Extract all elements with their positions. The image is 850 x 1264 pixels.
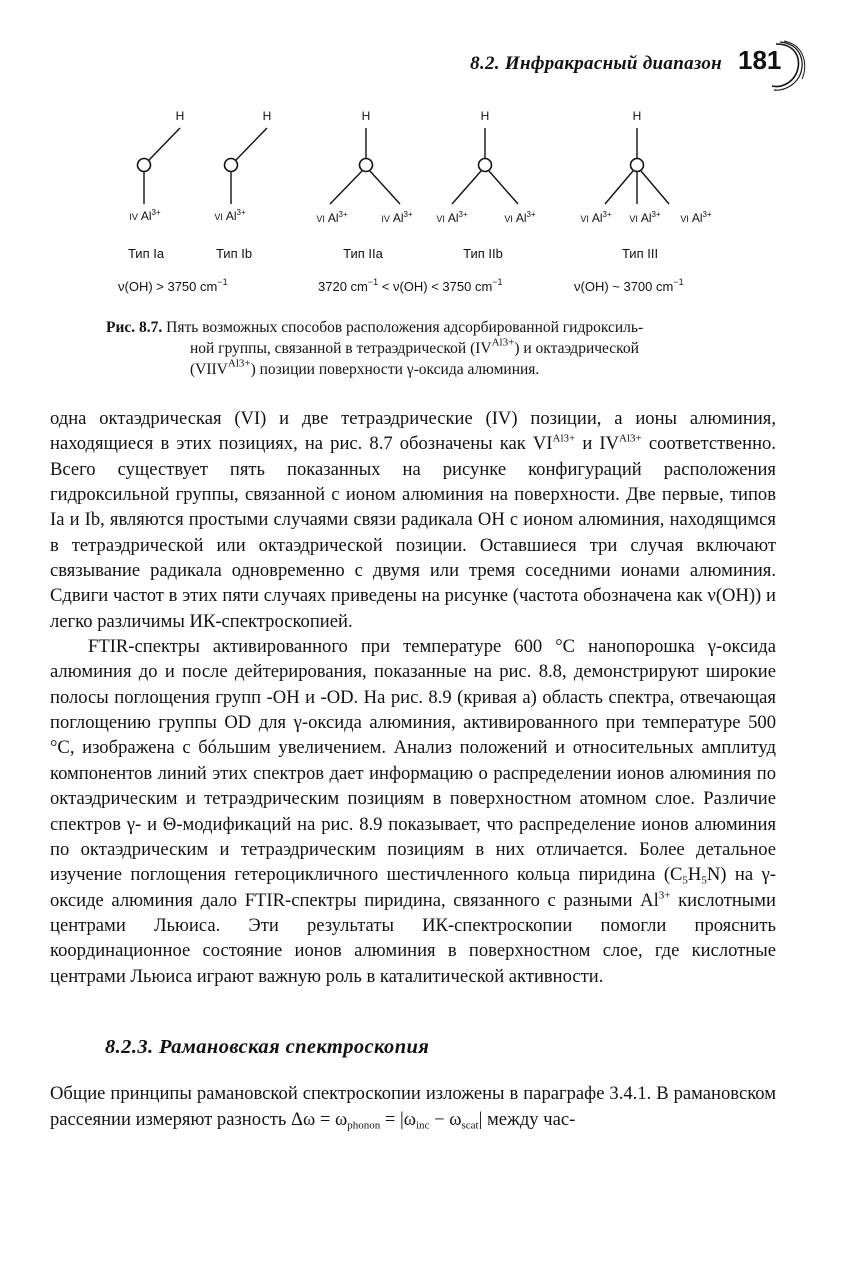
- ion-label: VI $Al^{3+}$: [504, 210, 536, 225]
- type-ia-label: Тип Ia: [127, 246, 165, 261]
- type-iii-structure: [580, 109, 712, 261]
- ion-label: VI $Al^{3+}$: [580, 210, 612, 225]
- caption-label: Рис. 8.7.: [106, 319, 163, 336]
- page-number-badge: [736, 36, 808, 92]
- oxygen-atom: [138, 159, 151, 172]
- h-atom-label: H: [480, 109, 490, 123]
- caption-line-1: Пять возможных способов расположения адсорбированной гидроксиль-: [166, 319, 644, 336]
- type-iia-structure: [316, 109, 413, 261]
- running-title: 8.2. Инфракрасный диапазон: [470, 53, 722, 74]
- paragraph-3: Общие принципы рамановской спектроскопии изложены в параграфе 3.4.1. В рамановском рассеянии измеряют разность $\Delta\omega = \omega_{phonon} = |\omega_{inc} - \omega_{scat}|$ между час-: [50, 1083, 776, 1131]
- page-corner-swirl-icon: [736, 36, 808, 92]
- oxygen-atom: [360, 159, 373, 172]
- page-header: [470, 36, 808, 92]
- ion-label: IV $Al^{3+}$: [129, 208, 161, 223]
- figure-8-7: [100, 100, 750, 310]
- h-atom-label: H: [262, 109, 272, 123]
- body-text: [50, 406, 776, 1132]
- frequency-range-type-iii: ν(OH) ~ 3700 $cm^{-1}$: [574, 277, 684, 294]
- ion-label: VI $Al^{3+}$: [214, 208, 246, 223]
- caption-line-3: $(VIIV^{Al3+})$ позиции поверхности γ-оксида алюминия.: [190, 357, 540, 378]
- ion-label: VI $Al^{3+}$: [436, 210, 468, 225]
- oxygen-atom: [479, 159, 492, 172]
- ion-label: VI $Al^{3+}$: [680, 210, 712, 225]
- type-iii-label: Тип III: [621, 246, 659, 261]
- section-heading: 8.2.3. Рамановская спектроскопия: [105, 1035, 430, 1058]
- h-atom-label: H: [175, 109, 185, 123]
- ion-label: IV $Al^{3+}$: [381, 210, 413, 225]
- hydroxyl-configurations-diagram: [100, 100, 750, 310]
- caption-line-2: ной группы, связанной в тетраэдрической $(IV^{Al3+})$ и октаэдрической: [190, 336, 639, 357]
- oxygen-atom: [225, 159, 238, 172]
- type-ib-structure: [214, 109, 271, 261]
- ion-label: VI $Al^{3+}$: [629, 210, 661, 225]
- page-number: 181: [738, 45, 782, 75]
- frequency-range-type-ii: 3720 $cm^{-1} < \nu(OH) < 3750$ $cm^{-1}$: [318, 277, 503, 294]
- paragraph-2: FTIR-спектры активированного при температуре 600 °С нанопорошка γ-оксида алюминия до и после дейтерирования, показанные на рис. 8.8, демонстрируют широкие полосы поглощения групп -OH и -OD. На рис. 8.9 (кривая а) область спектра, отвечающая поглощению группы OD для γ-оксида алюминия, активированного при температуре 500 °С, изображена с бóльшим увеличением. Анализ положений и относительных амплитуд компонентов линий этих спектров дает информацию о распределении ионов алюминия по октаэдрическим и тетраэдрическим позициям в поверхностном атомном слое. Различие спектров γ- и Θ-модификаций на рис. 8.9 показывает, что распределение ионов алюминия по октаэдрическим и тетраэдрическим позициям в них отличается. Более детальное изучение поглощения гетероцикличного шестичленного кольца пиридина $(C_5H_5N)$ на γ-оксиде алюминия дало FTIR-спектры пиридина, связанного с разными $Al^{3+}$ кислотными центрами Льюиса. Эти результаты ИК-спектроскопии помогли прояснить координационное состояние ионов алюминия в поверхностном слое, где кислотные центрами Льюиса играют важную роль в каталитической активности.: [50, 636, 777, 987]
- figure-caption: [106, 317, 786, 380]
- type-ib-label: Тип Ib: [215, 246, 253, 261]
- oxygen-atom: [631, 159, 644, 172]
- paragraph-1: одна октаэдрическая (VI) и две тетраэдрические (IV) позиции, а ионы алюминия, находящиеся в этих позициях, на рис. 8.7 обозначены как $VI^{Al3+}$ и $IV^{Al3+}$ соответственно. Всего существует пять показанных на рисунке конфигураций расположения гидроксильной группы, связанной с ионом алюминия на поверхности. Две первые, типов Ia и Ib, являются простыми случаями связи радикала OH с ионом алюминия, находящимся в тетраэдрической или октаэдрической позиции. Оставшиеся три случая включают связывание радикала одновременно с двумя или тремя соседними ионами алюминия. Сдвиги частот в этих пяти случаях приведены на рисунке (частота обозначена как ν(OH)) и легко различимы ИК-спектроскопией.: [50, 408, 776, 632]
- ion-label: VI $Al^{3+}$: [316, 210, 348, 225]
- type-iib-label: Тип IIb: [463, 246, 503, 261]
- frequency-range-type-i: ν(OH) > 3750 $cm^{-1}$: [118, 277, 228, 294]
- h-atom-label: H: [632, 109, 642, 123]
- h-atom-label: H: [361, 109, 371, 123]
- type-iib-structure: [436, 109, 536, 261]
- type-iia-label: Тип IIa: [343, 246, 383, 261]
- type-ia-structure: [128, 109, 184, 261]
